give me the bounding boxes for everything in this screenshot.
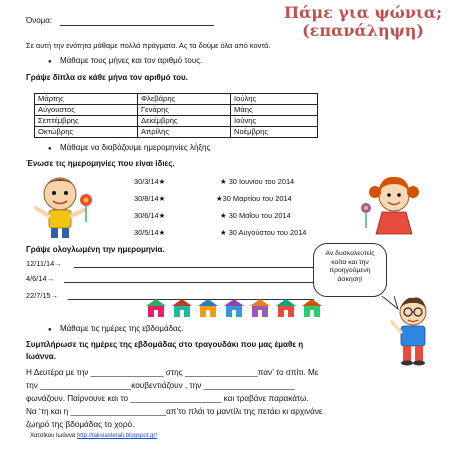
house-icon bbox=[250, 299, 270, 317]
table-cell[interactable]: Οκτώβρης bbox=[35, 127, 138, 138]
name-label: Όνομα: bbox=[26, 16, 53, 25]
intro-text: Σε αυτή την ενότητα μάθαμε πολλά πράγματα. Ας τα δούμε όλα από κοντά. bbox=[26, 41, 271, 50]
full-date-1: 12/11/14→ bbox=[26, 259, 62, 268]
full-date-3: 22/7/15→ bbox=[26, 291, 59, 300]
bullet-dates bbox=[60, 143, 210, 153]
match-right-1[interactable]: ★ 30 Ιουνίου του 2014 bbox=[220, 177, 295, 186]
match-left-3[interactable]: 30/6/14★ bbox=[134, 211, 166, 220]
match-right-3[interactable]: ★ 30 Μαΐου του 2014 bbox=[220, 211, 291, 220]
house-icon bbox=[146, 299, 166, 317]
heading-song-line-1: Συμπλήρωσε τις ημέρες της εβδομάδας στο τραγουδάκι που μας έμαθε η bbox=[26, 340, 304, 349]
bullet-months bbox=[60, 56, 202, 66]
table-cell[interactable]: Απρίλης bbox=[138, 127, 231, 138]
house-icon bbox=[302, 299, 322, 317]
table-cell[interactable]: Ιούνης bbox=[231, 116, 318, 127]
bullet-dates-text: Μάθαμε να διαβάζουμε ημερομηνίες λήξης bbox=[60, 143, 211, 152]
answer-line[interactable] bbox=[74, 267, 314, 268]
heading-match: Ένωσε τις ημερομηνίες που είναι ίδιες. bbox=[26, 159, 175, 168]
months-table bbox=[34, 93, 318, 138]
table-row bbox=[35, 105, 318, 116]
house-icon bbox=[198, 299, 218, 317]
song-line-1[interactable]: Η Δευτέρα με την ________________ στης ________________παν’ το σπίτι. Με bbox=[26, 368, 319, 377]
table-cell[interactable]: Νοέμβρης bbox=[231, 127, 318, 138]
table-row bbox=[35, 94, 318, 105]
table-row bbox=[35, 127, 318, 138]
bubble-line: προηγούμενη bbox=[329, 267, 371, 274]
boy-illustration bbox=[30, 170, 100, 242]
house-icon bbox=[172, 299, 192, 317]
bullet-months-text: Μάθαμε τους μήνες και τον αριθμό τους. bbox=[60, 56, 203, 65]
bubble-line: κοίτα και την bbox=[331, 258, 369, 266]
bubble-line: Αν δυσκολευτείς bbox=[325, 250, 375, 257]
match-left-2[interactable]: 30/8/14★ bbox=[134, 194, 166, 203]
song-line-5[interactable]: ζωηρό της βδομάδας το χορό. bbox=[26, 420, 135, 429]
table-cell[interactable]: Φλεβάρης bbox=[138, 94, 231, 105]
table-cell[interactable]: Αύγουστος bbox=[35, 105, 138, 116]
table-cell[interactable]: Δεκέμβρης bbox=[138, 116, 231, 127]
table-row bbox=[35, 116, 318, 127]
song-line-3[interactable]: φωνάζουν. Παίρνουνε και το ____________________ και τραβάνε παρακάτω. bbox=[26, 394, 309, 403]
bullet-days bbox=[60, 324, 184, 334]
footer-author: Χατσίκου Ιωάννα bbox=[30, 433, 76, 439]
bubble-line: άσκηση! bbox=[337, 275, 363, 283]
name-field-line[interactable] bbox=[60, 25, 214, 26]
table-cell[interactable]: Μάρτης bbox=[35, 94, 138, 105]
match-right-4[interactable]: ★ 30 Αυγούστου του 2014 bbox=[220, 228, 307, 237]
heading-months: Γράψε δίπλα σε κάθε μήνα τον αριθμό του. bbox=[26, 73, 188, 82]
title-line-1: Πάμε για ψώνια; bbox=[284, 3, 442, 22]
table-cell[interactable]: Ιούλης bbox=[231, 94, 318, 105]
match-left-1[interactable]: 30/3/14★ bbox=[134, 177, 166, 186]
song-line-4[interactable]: Να ‘τη και η _____________________απ’το πλάι το μαντίλι της πετάει κι αρχινάνε bbox=[26, 407, 323, 416]
page-title bbox=[278, 4, 448, 40]
table-cell[interactable]: Σεπτέμβρης bbox=[35, 116, 138, 127]
title-line-2: (επανάληψη) bbox=[302, 21, 424, 40]
match-left-4[interactable]: 30/5/14★ bbox=[134, 228, 166, 237]
footer bbox=[30, 432, 157, 440]
song-line-2[interactable]: την ____________________κουβεντιάζουν , την ____________________ bbox=[26, 381, 295, 390]
table-cell[interactable]: Γενάρης bbox=[138, 105, 231, 116]
house-icon bbox=[224, 299, 244, 317]
boy-glasses-illustration bbox=[388, 292, 438, 368]
hint-speech-bubble bbox=[313, 243, 387, 297]
table-cell[interactable]: Μάης bbox=[231, 105, 318, 116]
heading-full-date: Γράψε ολογλωμένη την ημερομηνία. bbox=[26, 245, 165, 254]
answer-line[interactable] bbox=[64, 282, 314, 283]
match-right-2[interactable]: ★30 Μαρτίου του 2014 bbox=[216, 194, 292, 203]
house-icon bbox=[276, 299, 296, 317]
bullet-days-text: Μάθαμε τις ημέρες της εβδομάδας. bbox=[60, 324, 184, 333]
full-date-2: 4/6/14→ bbox=[26, 274, 54, 283]
girl-illustration bbox=[356, 168, 434, 238]
footer-link[interactable]: http://taksiasterati.blogspot.gr/ bbox=[76, 433, 158, 439]
heading-song-line-2: Ιωάννα. bbox=[26, 352, 56, 361]
houses-illustration bbox=[144, 298, 324, 318]
